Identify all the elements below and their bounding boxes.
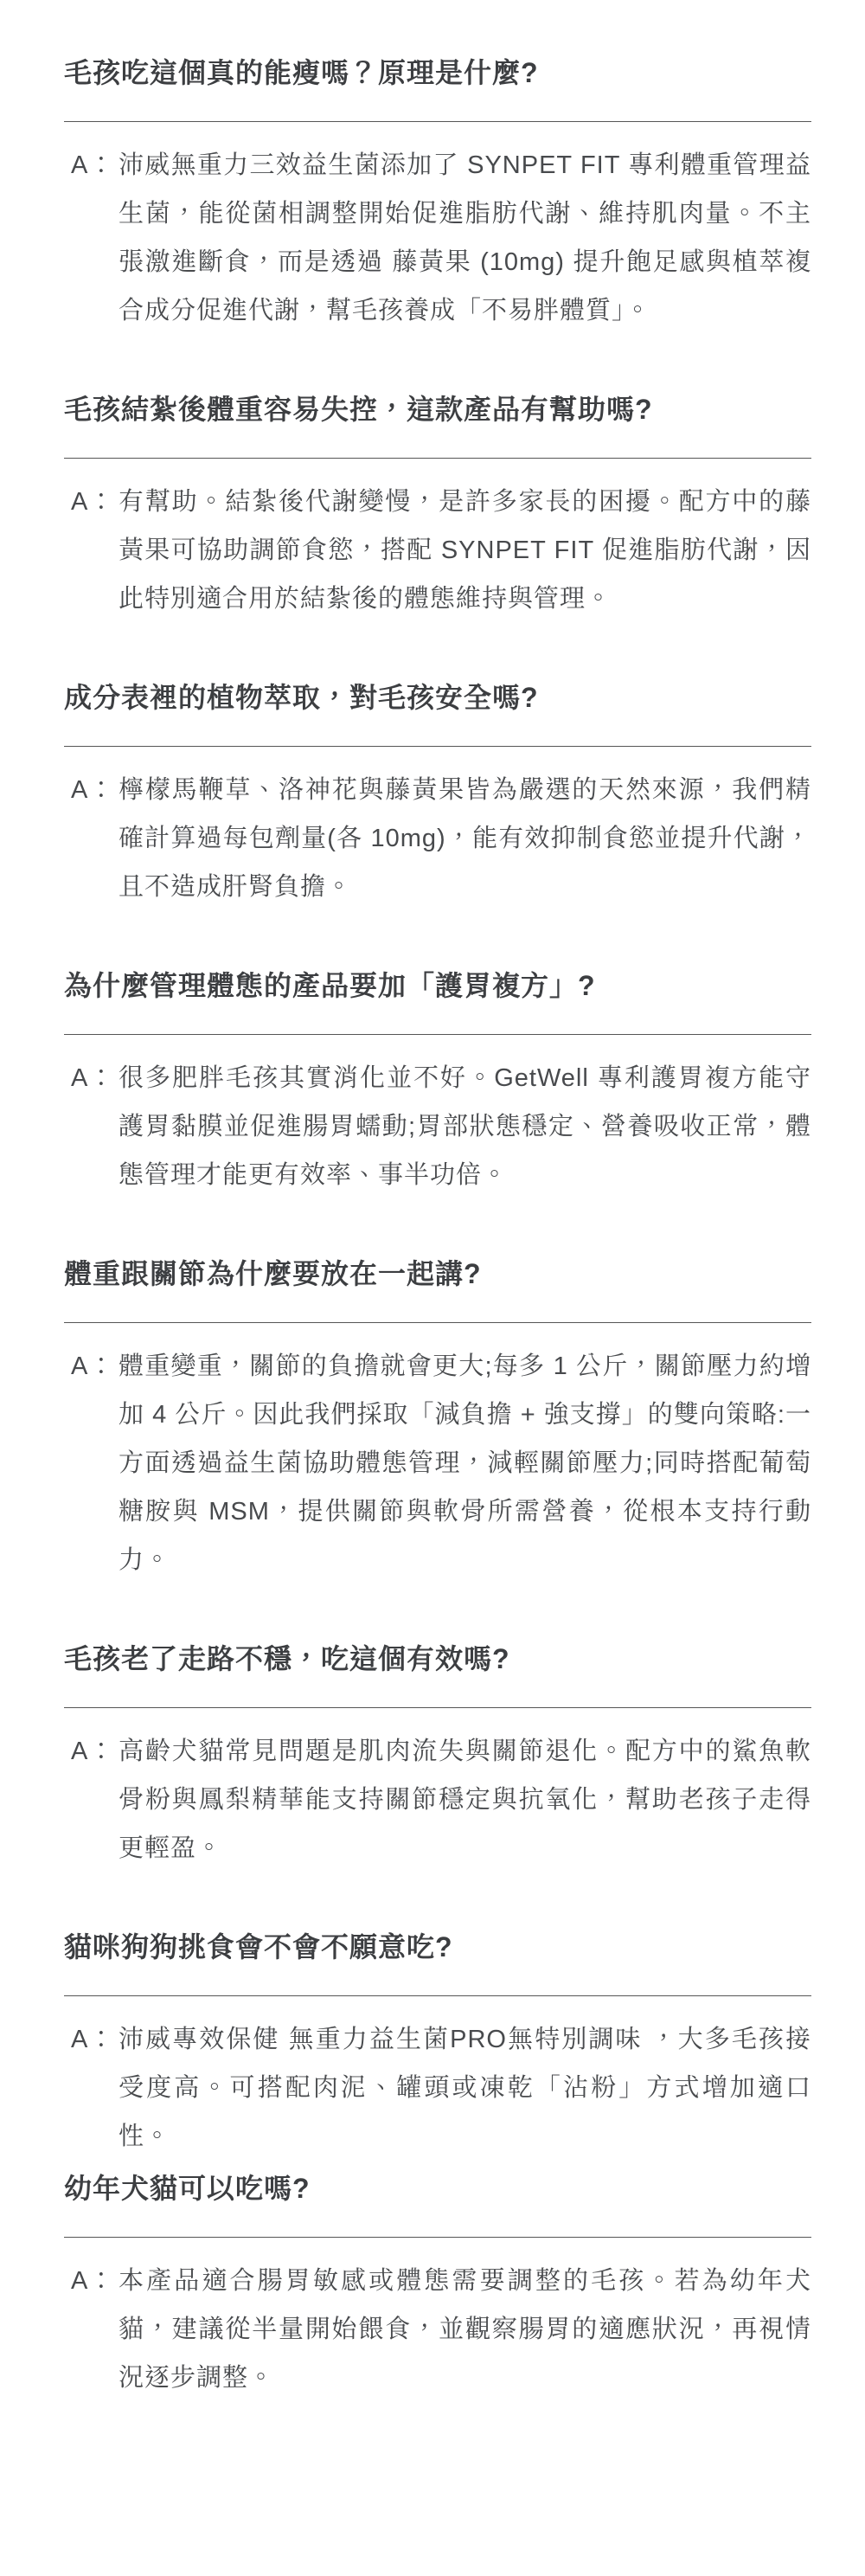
question-divider [64, 2237, 811, 2238]
answer-prefix: A： [71, 2267, 115, 2295]
faq-answer [71, 478, 811, 623]
answer-text: 高齡犬貓常見問題是肌肉流失與關節退化。配方中的鯊魚軟骨粉與鳳梨精華能支持關節穩定與抗氧化，幫助老孩子走得更輕盈。 [119, 1738, 811, 1862]
answer-prefix: A： [71, 488, 115, 516]
faq-answer [71, 2015, 811, 2161]
faq-answer [71, 1727, 811, 1873]
faq-answer [71, 766, 811, 911]
faq-question: 毛孩結紮後體重容易失控，這款產品有幫助嗎? [64, 394, 653, 425]
question-divider [64, 458, 811, 459]
answer-prefix: A： [71, 151, 115, 179]
answer-text: 沛威無重力三效益生菌添加了 SYNPET FIT 專利體重管理益生菌，能從菌相調整開始促進脂肪代謝、維持肌肉量。不主張激進斷食，而是透過 藤黃果 (10mg) 提升飽足感與植萃複合成分促進代謝，幫毛孩養成「不易胖體質」。 [119, 151, 811, 324]
question-divider [64, 1995, 811, 1996]
faq-item [64, 2169, 811, 2402]
answer-text: 體重變重，關節的負擔就會更大;每多 1 公斤，關節壓力約增加 4 公斤。因此我們採取「減負擔 + 強支撐」的雙向策略:一方面透過益生菌協助體態管理，減輕關節壓力;同時搭配葡萄糖胺與 MSM，提供關節與軟骨所需營養，從根本支持行動力。 [119, 1352, 811, 1574]
faq-question: 貓咪狗狗挑食會不會不願意吃? [64, 1931, 453, 1963]
faq-question: 為什麼管理體態的產品要加「護胃複方」? [64, 970, 596, 1001]
faq-answer [71, 1342, 811, 1584]
faq-item [64, 678, 811, 911]
answer-text: 有幫助。結紮後代謝變慢，是許多家長的困擾。配方中的藤黃果可協助調節食慾，搭配 SYNPET FIT 促進脂肪代謝，因此特別適合用於結紮後的體態維持與管理。 [119, 488, 811, 613]
faq-question: 體重跟關節為什麼要放在一起講? [64, 1258, 482, 1289]
faq-answer [71, 141, 811, 335]
question-divider [64, 1707, 811, 1708]
faq-item [64, 54, 811, 335]
faq-item [64, 1640, 811, 1873]
question-divider [64, 121, 811, 122]
faq-question: 幼年犬貓可以吃嗎? [64, 2173, 311, 2204]
faq-item [64, 1255, 811, 1584]
faq-item [64, 967, 811, 1199]
answer-prefix: A： [71, 1738, 115, 1765]
answer-text: 本產品適合腸胃敏感或體態需要調整的毛孩。若為幼年犬貓，建議從半量開始餵食，並觀察腸胃的適應狀況，再視情況逐步調整。 [119, 2267, 811, 2392]
answer-prefix: A： [71, 1352, 115, 1380]
question-divider [64, 1034, 811, 1035]
question-divider [64, 1322, 811, 1323]
question-divider [64, 746, 811, 747]
answer-text: 很多肥胖毛孩其實消化並不好。GetWell 專利護胃複方能守護胃黏膜並促進腸胃蠕動;胃部狀態穩定、營養吸收正常，體態管理才能更有效率、事半功倍。 [119, 1064, 811, 1189]
faq-answer [71, 1054, 811, 1199]
answer-text: 沛威專效保健 無重力益生菌PRO無特別調味 ，大多毛孩接受度高。可搭配肉泥、罐頭或凍乾「沾粉」方式增加適口性。 [119, 2026, 811, 2150]
answer-text: 檸檬馬鞭草、洛神花與藤黃果皆為嚴選的天然來源，我們精確計算過每包劑量(各 10mg)，能有效抑制食慾並提升代謝，且不造成肝腎負擔。 [119, 776, 811, 901]
answer-prefix: A： [71, 1064, 115, 1092]
faq-item [64, 1928, 811, 2161]
answer-prefix: A： [71, 2026, 115, 2053]
faq-question: 毛孩吃這個真的能瘦嗎？原理是什麼? [64, 57, 539, 88]
faq-question: 成分表裡的植物萃取，對毛孩安全嗎? [64, 682, 539, 713]
answer-prefix: A： [71, 776, 115, 804]
faq-answer [71, 2257, 811, 2402]
faq-item [64, 390, 811, 623]
faq-question: 毛孩老了走路不穩，吃這個有效嗎? [64, 1643, 510, 1674]
